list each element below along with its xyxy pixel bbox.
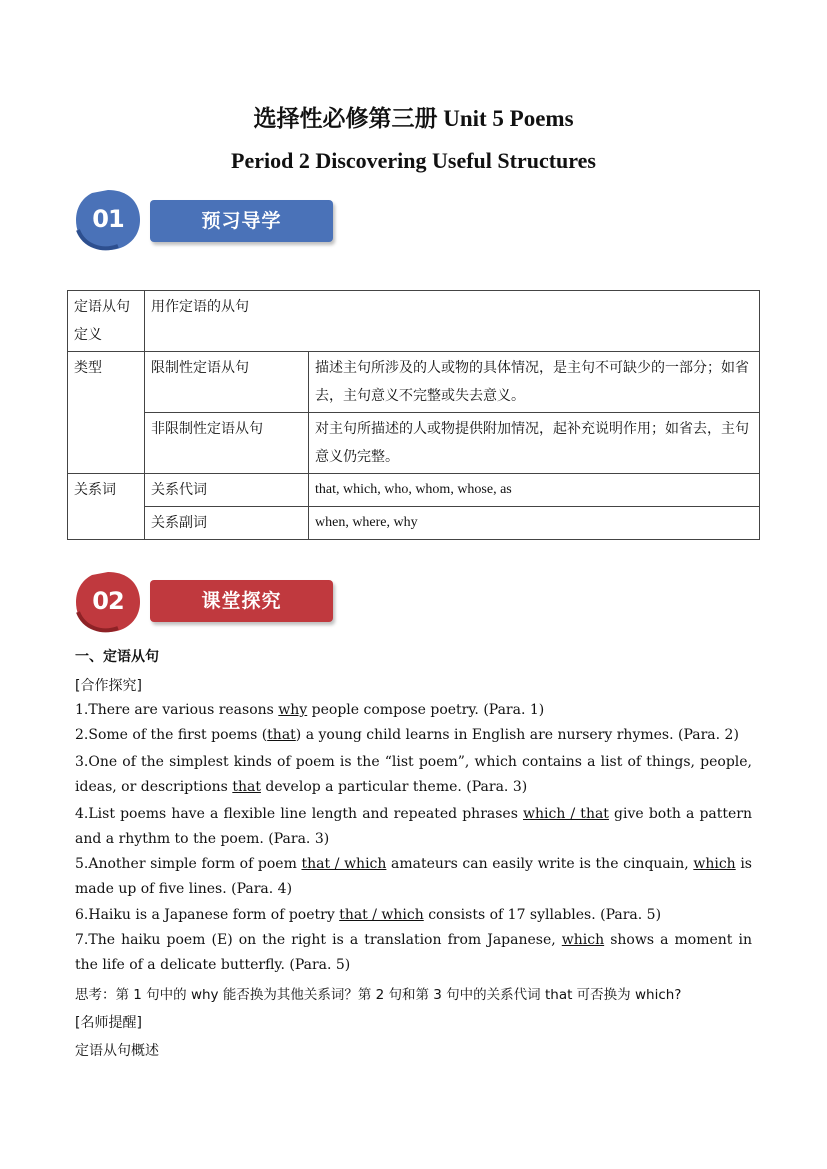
example-sentence-4 (75, 802, 752, 852)
example-sentence-6 (75, 903, 752, 928)
page-title: 选择性必修第三册 Unit 5 Poems (253, 106, 574, 131)
table-cell: 定语从句定义 (68, 291, 145, 352)
overview-heading: 定语从句概述 (75, 1043, 159, 1059)
sentence-text: amateurs can easily write is the cinquain, (386, 856, 694, 872)
relative-word: that / which (301, 856, 387, 872)
table-cell: 非限制性定语从句 (145, 413, 309, 474)
relative-word: which (561, 932, 605, 948)
section-01-label: 预习导学 (150, 200, 333, 242)
section-02-number: 02 (92, 587, 124, 615)
section-02-label: 课堂探究 (150, 580, 333, 622)
relative-word: that / which (339, 907, 424, 923)
section-01-number: 01 (92, 205, 124, 233)
sentence-text: consists of 17 syllables. (Para. 5) (423, 907, 662, 923)
table-row (68, 507, 760, 540)
tip-label: [名师提醒] (75, 1015, 142, 1031)
sentence-text: is made up of five lines. (Para. 4) (75, 856, 752, 897)
table-cell: 关系代词 (145, 474, 309, 507)
table-cell: 对主句所描述的人或物提供附加情况，起补充说明作用；如省去，主句意义仍完整。 (309, 413, 760, 474)
relative-word: which (693, 856, 736, 872)
sentence-text: 5.Another simple form of poem (75, 856, 302, 872)
sentence-text: 7.The haiku poem (E) on the right is a translation from Japanese, (75, 932, 562, 948)
section-heading: 一、定语从句 (75, 649, 159, 665)
example-sentence-7 (75, 928, 752, 978)
relative-word: that (267, 727, 296, 743)
table-cell: 关系词 (68, 474, 145, 540)
sentence-text: 1.There are various reasons (75, 702, 279, 718)
example-sentence-2 (75, 723, 752, 748)
relative-word: which / that (523, 806, 609, 822)
table-cell: when, where, why (309, 507, 760, 540)
table-row (68, 474, 760, 507)
sentence-text: 2.Some of the first poems ( (75, 727, 268, 743)
clause-definition-table (67, 290, 760, 540)
sentence-text: 6.Haiku is a Japanese form of poetry (75, 907, 340, 923)
sentence-text: shows a moment in the life of a delicate butterfly. (Para. 5) (75, 932, 752, 973)
relative-word: why (278, 702, 308, 718)
example-sentence-1 (75, 698, 752, 723)
sentence-text: give both a pattern and a rhythm to the poem. (Para. 3) (75, 806, 752, 847)
table-cell: 关系副词 (145, 507, 309, 540)
example-sentence-5 (75, 852, 752, 902)
table-row (68, 352, 760, 413)
table-row (68, 291, 760, 352)
table-cell: 限制性定语从句 (145, 352, 309, 413)
think-question: 思考：第 1 句中的 why 能否换为其他关系词？第 2 句和第 3 句中的关系代词 that 可否换为 which? (75, 987, 682, 1003)
sentence-text: develop a particular theme. (Para. 3) (260, 779, 528, 795)
sentence-text: people compose poetry. (Para. 1) (307, 702, 545, 718)
table-cell: that, which, who, whom, whose, as (309, 474, 760, 507)
sentence-text: 3.One of the simplest kinds of poem is the “list poem”, which contains a list of things, people, ideas, or descriptions (75, 754, 752, 795)
sentence-text: ) a young child learns in English are nursery rhymes. (Para. 2) (295, 727, 739, 743)
page-subtitle: Period 2 Discovering Useful Structures (231, 148, 596, 173)
table-cell: 描述主句所涉及的人或物的具体情况，是主句不可缺少的一部分；如省去，主句意义不完整或失去意义。 (309, 352, 760, 413)
sentence-text: 4.List poems have a flexible line length and repeated phrases (75, 806, 524, 822)
example-sentence-3 (75, 750, 752, 800)
table-cell: 用作定语的从句 (145, 291, 760, 352)
table-row (68, 413, 760, 474)
table-cell: 类型 (68, 352, 145, 474)
coop-label: [合作探究] (75, 678, 142, 694)
relative-word: that (232, 779, 261, 795)
